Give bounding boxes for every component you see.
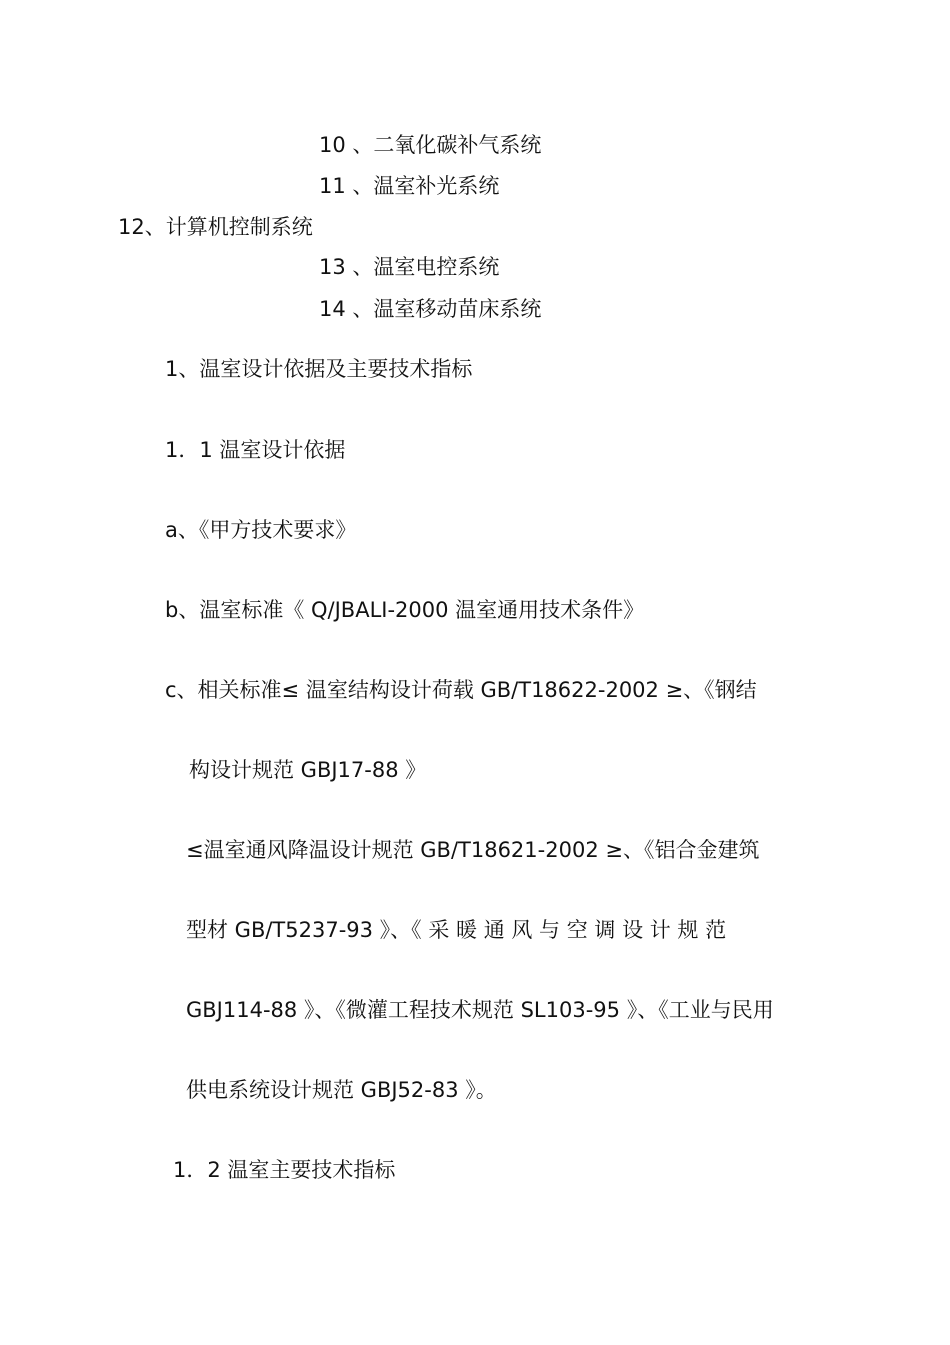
toc-item-13: 13 、温室电控系统 (319, 255, 500, 279)
section-1-1-heading: 1．1 温室设计依据 (165, 438, 346, 462)
item-c-line-6: 供电系统设计规范 GBJ52-83 》。 (186, 1078, 497, 1102)
toc-item-12: 12、计算机控制系统 (118, 215, 313, 239)
toc-item-14: 14 、温室移动苗床系统 (319, 297, 542, 321)
item-c-line-3: ≤温室通风降温设计规范 GB/T18621-2002 ≥、《铝合金建筑 (186, 838, 760, 862)
item-a: a、《甲方技术要求》 (165, 518, 357, 542)
item-c-line-4: 型材 GB/T5237-93 》、《 采 暖 通 风 与 空 调 设 计 规 范 (186, 918, 727, 942)
item-b: b、温室标准《 Q/JBALI-2000 温室通用技术条件》 (165, 598, 645, 622)
toc-item-10: 10 、二氧化碳补气系统 (319, 133, 542, 157)
item-c-line-5: GBJ114-88 》、《微灌工程技术规范 SL103-95 》、《工业与民用 (186, 998, 774, 1022)
toc-item-11: 11 、温室补光系统 (319, 174, 500, 198)
section-1-2-heading: 1．2 温室主要技术指标 (173, 1158, 396, 1182)
item-c-line-1: c、相关标准≤ 温室结构设计荷载 GB/T18622-2002 ≥、《钢结 (165, 678, 757, 702)
section-1-heading: 1、温室设计依据及主要技术指标 (165, 357, 473, 381)
item-c-line-2: 构设计规范 GBJ17-88 》 (189, 758, 427, 782)
